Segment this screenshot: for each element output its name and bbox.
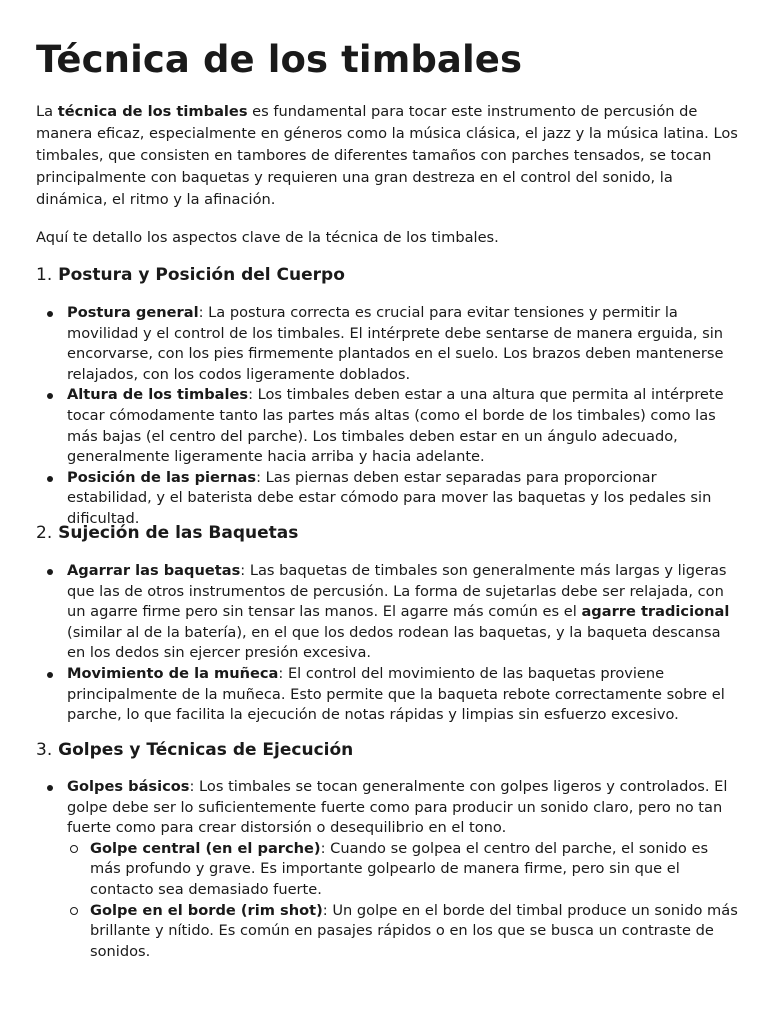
section-3-list: [36, 777, 738, 962]
section-heading-3: [36, 738, 353, 762]
item-term: Movimiento de la muñeca: [67, 664, 279, 682]
item-term: Posición de las piernas: [67, 468, 257, 486]
item-term: Agarrar las baquetas: [67, 562, 241, 579]
item-text: : Las piernas deben estar separadas para proporcionar estabilidad, y el baterista debe estar cómodo para mover las baquetas y los pedales sin dificultad.: [67, 468, 712, 527]
item-term: Golpe en el borde (rim shot): [90, 901, 323, 919]
item-text: : Las baquetas de timbales son generalmente más largas y ligeras que las de otros instrumentos de percusión. La forma de sujetarlas debe ser relajada, con un agarre firme pero sin tensar las manos. El agarre más común es el: [67, 562, 727, 621]
sub-list: [67, 839, 738, 963]
item-bold-phrase: agarre tradicional: [581, 603, 730, 621]
item-text-continued: (similar al de la batería), en el que los dedos rodean las baquetas, y la baqueta descansa en los dedos sin ejercer presión excesiva.: [67, 623, 721, 662]
item-text: : La postura correcta es crucial para evitar tensiones y permitir la movilidad y el control de los timbales. El intérprete debe sentarse de manera erguida, sin encorvarse, con los pies firmemente plantados en el suelo. Los brazos deben mantenerse relajados, con los codos ligeramente doblados.: [67, 304, 724, 383]
page-title: Técnica de los timbales: [36, 38, 523, 81]
item-text: : Un golpe en el borde del timbal produce un sonido más brillante y nítido. Es común en pasajes rápidos o en los que se busca un contraste de sonidos.: [90, 901, 738, 960]
section-title: Postura y Posición del Cuerpo: [58, 265, 345, 285]
section-2-list: [36, 561, 738, 726]
section-heading-1: [36, 263, 345, 287]
list-item: [36, 664, 738, 726]
sub-list-item: [67, 839, 738, 901]
lead-paragraph: Aquí te detallo los aspectos clave de la técnica de los timbales.: [36, 229, 499, 246]
item-term: Postura general: [67, 304, 199, 321]
list-item: [36, 385, 738, 467]
section-title: Golpes y Técnicas de Ejecución: [58, 740, 354, 760]
intro-post: es fundamental para tocar este instrumento de percusión de manera eficaz, especialmente en géneros como la música clásica, el jazz y la música latina. Los timbales, que consisten en tambores de diferentes tamaños con parches tensados, se tocan principalmente con baquetas y requieren una gran destreza en el control del sonido, la dinámica, el ritmo y la afinación.: [36, 103, 738, 208]
item-text: : El control del movimiento de las baquetas proviene principalmente de la muñeca. Esto permite que la baqueta rebote correctamente sobre el parche, lo que facilita la ejecución de notas rápidas y limpias sin esfuerzo excesivo.: [67, 664, 725, 724]
item-text: : Los timbales deben estar a una altura que permita al intérprete tocar cómodamente tanto las partes más altas (como el borde de los timbales) como las más bajas (el centro del parche). Los timbales deben estar en un ángulo adecuado, generalmente ligeramente hacia arriba y hacia adelante.: [67, 386, 724, 466]
section-heading-2: [36, 521, 298, 545]
list-item: [36, 303, 738, 385]
section-number: 3.: [36, 740, 53, 760]
section-number: 1.: [36, 265, 53, 285]
item-term: Altura de los timbales: [67, 386, 249, 404]
item-text: : Cuando se golpea el centro del parche, el sonido es más profundo y grave. Es importante golpearlo de manera firme, pero sin que el contacto sea demasiado fuerte.: [90, 839, 709, 898]
list-item: [36, 561, 738, 664]
section-number: 2.: [36, 523, 53, 543]
item-term: Golpe central (en el parche): [90, 839, 321, 857]
intro-paragraph: [36, 101, 740, 211]
item-text: : Los timbales se tocan generalmente con golpes ligeros y controlados. El golpe debe ser lo suficientemente fuerte como para producir un sonido claro, pero no tan fuerte como para crear distorsión o desequilibrio en el tono.: [67, 778, 728, 837]
intro-pre: La: [36, 103, 58, 120]
item-term: Golpes básicos: [67, 778, 190, 795]
intro-bold: técnica de los timbales: [57, 103, 248, 120]
sub-list-item: [67, 901, 738, 963]
section-1-list: [36, 303, 738, 530]
list-item: [36, 777, 738, 962]
section-title: Sujeción de las Baquetas: [58, 523, 299, 543]
